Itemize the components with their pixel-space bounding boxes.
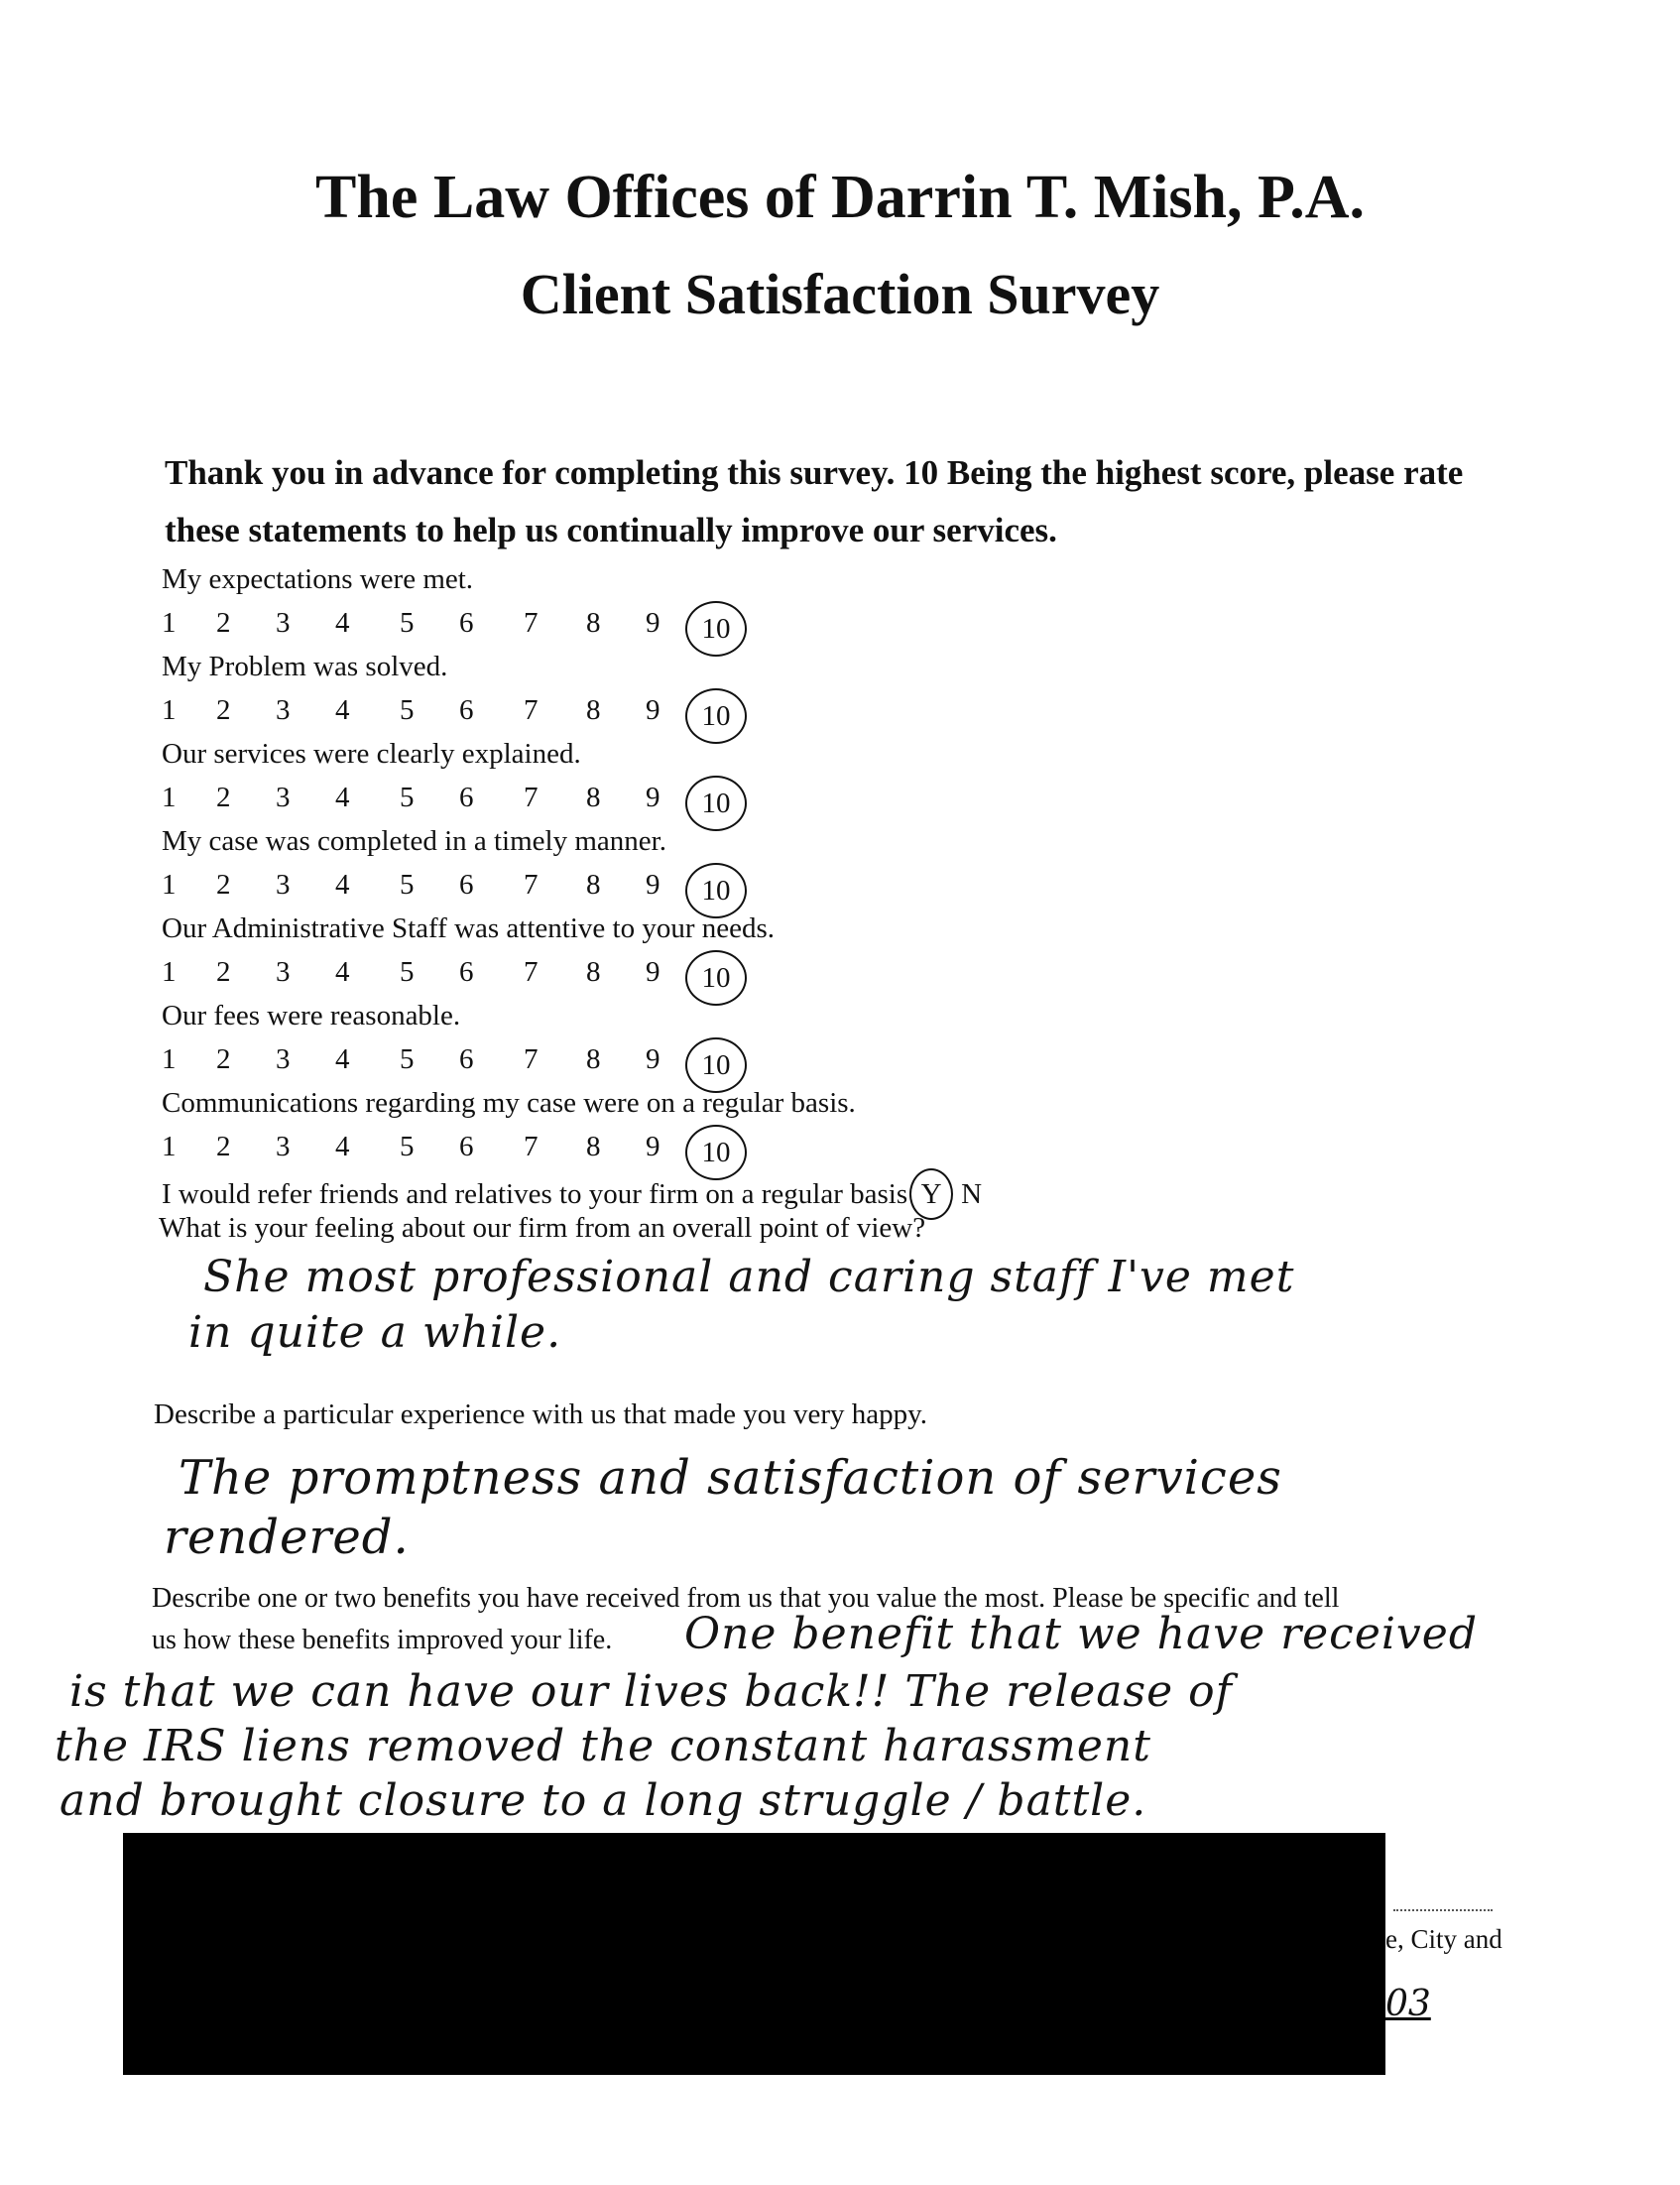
rating-option[interactable]: 3 (276, 1131, 291, 1162)
rating-option[interactable]: 8 (586, 956, 601, 988)
rating-questions (162, 557, 1451, 1218)
rating-option[interactable]: 8 (586, 1043, 601, 1075)
question-statement: Our services were clearly explained. (162, 738, 581, 770)
rating-option[interactable]: 2 (216, 1043, 231, 1075)
rating-scale (162, 1037, 1451, 1081)
rating-option[interactable]: 2 (216, 694, 231, 726)
question-statement: Communications regarding my case were on a regular basis. (162, 1087, 856, 1119)
date-fragment: 03 (1385, 1984, 1431, 2024)
footer-fragment: e, City and (1385, 1924, 1502, 1954)
rating-option-selected[interactable]: 10 (685, 863, 747, 918)
refer-statement: I would refer friends and relatives to your firm on a regular basis (162, 1178, 908, 1210)
header (0, 164, 1680, 326)
rating-scale (162, 776, 1451, 819)
rating-option[interactable]: 8 (586, 1131, 601, 1162)
rating-option[interactable]: 4 (335, 1131, 350, 1162)
firm-title: The Law Offices of Darrin T. Mish, P.A. (315, 164, 1365, 231)
benefits-answer-line: One benefit that we have received (684, 1609, 1478, 1659)
rating-option-selected[interactable]: 10 (685, 688, 747, 744)
benefits-answer-line: is that we can have our lives back!! The release of (69, 1666, 1233, 1717)
rating-option[interactable]: 5 (400, 782, 415, 813)
rating-scale (162, 688, 1451, 732)
rating-option[interactable]: 1 (162, 956, 177, 988)
rating-option[interactable]: 5 (400, 1131, 415, 1162)
rating-option[interactable]: 9 (646, 1043, 660, 1075)
rating-option[interactable]: 6 (459, 607, 474, 639)
rating-option[interactable]: 9 (646, 956, 660, 988)
happy-experience-answer-line: The promptness and satisfaction of services (179, 1450, 1282, 1506)
rating-option-selected[interactable]: 10 (685, 1125, 747, 1180)
rating-option[interactable]: 3 (276, 607, 291, 639)
rating-option[interactable]: 6 (459, 1131, 474, 1162)
rating-option-selected[interactable]: 10 (685, 601, 747, 657)
rating-scale (162, 601, 1451, 645)
rating-option[interactable]: 4 (335, 1043, 350, 1075)
rating-option[interactable]: 7 (524, 869, 539, 901)
rating-option[interactable]: 1 (162, 607, 177, 639)
rating-option[interactable]: 4 (335, 956, 350, 988)
rating-scale (162, 1125, 1451, 1168)
benefits-answer-line: the IRS liens removed the constant harassment (55, 1721, 1151, 1771)
signature-rule (1393, 1909, 1493, 1911)
rating-scale (162, 863, 1451, 907)
rating-option[interactable]: 8 (586, 607, 601, 639)
rating-option-selected[interactable]: 10 (685, 950, 747, 1006)
rating-option[interactable]: 2 (216, 782, 231, 813)
rating-option-selected[interactable]: 10 (685, 776, 747, 831)
rating-option[interactable]: 6 (459, 956, 474, 988)
rating-option[interactable]: 9 (646, 782, 660, 813)
rating-option[interactable]: 7 (524, 1131, 539, 1162)
rating-option[interactable]: 5 (400, 694, 415, 726)
rating-option[interactable]: 9 (646, 694, 660, 726)
redaction-block (123, 1833, 1385, 2075)
benefits-prompt-line: us how these benefits improved your life. (152, 1625, 613, 1655)
rating-scale (162, 950, 1451, 994)
rating-option[interactable]: 6 (459, 1043, 474, 1075)
rating-option[interactable]: 7 (524, 694, 539, 726)
rating-option[interactable]: 4 (335, 869, 350, 901)
rating-option[interactable]: 7 (524, 782, 539, 813)
rating-option[interactable]: 1 (162, 869, 177, 901)
rating-option[interactable]: 5 (400, 869, 415, 901)
rating-option[interactable]: 4 (335, 782, 350, 813)
rating-option[interactable]: 6 (459, 694, 474, 726)
overall-feeling-answer-line: in quite a while. (188, 1307, 562, 1358)
rating-option[interactable]: 2 (216, 956, 231, 988)
benefits-answer-line: and brought closure to a long struggle / battle. (60, 1775, 1147, 1826)
rating-option[interactable]: 1 (162, 1043, 177, 1075)
rating-option[interactable]: 3 (276, 782, 291, 813)
rating-option[interactable]: 4 (335, 694, 350, 726)
question-statement: Our Administrative Staff was attentive to your needs. (162, 912, 776, 944)
rating-option[interactable]: 6 (459, 782, 474, 813)
rating-option[interactable]: 7 (524, 607, 539, 639)
survey-title: Client Satisfaction Survey (520, 262, 1160, 326)
benefits-prompt-line: Describe one or two benefits you have received from us that you value the most. Please be specific and tell (152, 1583, 1340, 1614)
rating-option[interactable]: 2 (216, 869, 231, 901)
rating-option[interactable]: 8 (586, 694, 601, 726)
refer-no-option[interactable]: N (961, 1178, 983, 1210)
rating-option-selected[interactable]: 10 (685, 1037, 747, 1093)
rating-option[interactable]: 3 (276, 869, 291, 901)
rating-option[interactable]: 9 (646, 869, 660, 901)
rating-option[interactable]: 1 (162, 782, 177, 813)
rating-option[interactable]: 8 (586, 782, 601, 813)
rating-option[interactable]: 3 (276, 694, 291, 726)
rating-option[interactable]: 5 (400, 1043, 415, 1075)
refer-question (162, 1168, 1451, 1218)
rating-option[interactable]: 1 (162, 1131, 177, 1162)
rating-option[interactable]: 2 (216, 1131, 231, 1162)
rating-option[interactable]: 5 (400, 607, 415, 639)
rating-option[interactable]: 9 (646, 607, 660, 639)
rating-option[interactable]: 9 (646, 1131, 660, 1162)
rating-option[interactable]: 7 (524, 1043, 539, 1075)
rating-option[interactable]: 1 (162, 694, 177, 726)
rating-option[interactable]: 5 (400, 956, 415, 988)
happy-experience-answer-line: rendered. (164, 1510, 410, 1565)
rating-option[interactable]: 8 (586, 869, 601, 901)
rating-option[interactable]: 3 (276, 1043, 291, 1075)
rating-option[interactable]: 2 (216, 607, 231, 639)
happy-experience-prompt: Describe a particular experience with us that made you very happy. (154, 1398, 927, 1430)
rating-option[interactable]: 6 (459, 869, 474, 901)
overall-feeling-answer-line: She most professional and caring staff I've met (203, 1252, 1295, 1302)
survey-intro: Thank you in advance for completing this survey. 10 Being the highest score, please rate these statements to help us continually improve our services. (165, 453, 1464, 549)
rating-option[interactable]: 4 (335, 607, 350, 639)
question-statement: My Problem was solved. (162, 651, 448, 682)
question-statement: Our fees were reasonable. (162, 1000, 461, 1032)
rating-option[interactable]: 3 (276, 956, 291, 988)
refer-yes-option[interactable]: Y (909, 1168, 953, 1220)
overall-feeling-prompt: What is your feeling about our firm from an overall point of view? (159, 1212, 926, 1244)
rating-option[interactable]: 7 (524, 956, 539, 988)
question-statement: My case was completed in a timely manner. (162, 825, 666, 857)
question-statement: My expectations were met. (162, 563, 474, 595)
